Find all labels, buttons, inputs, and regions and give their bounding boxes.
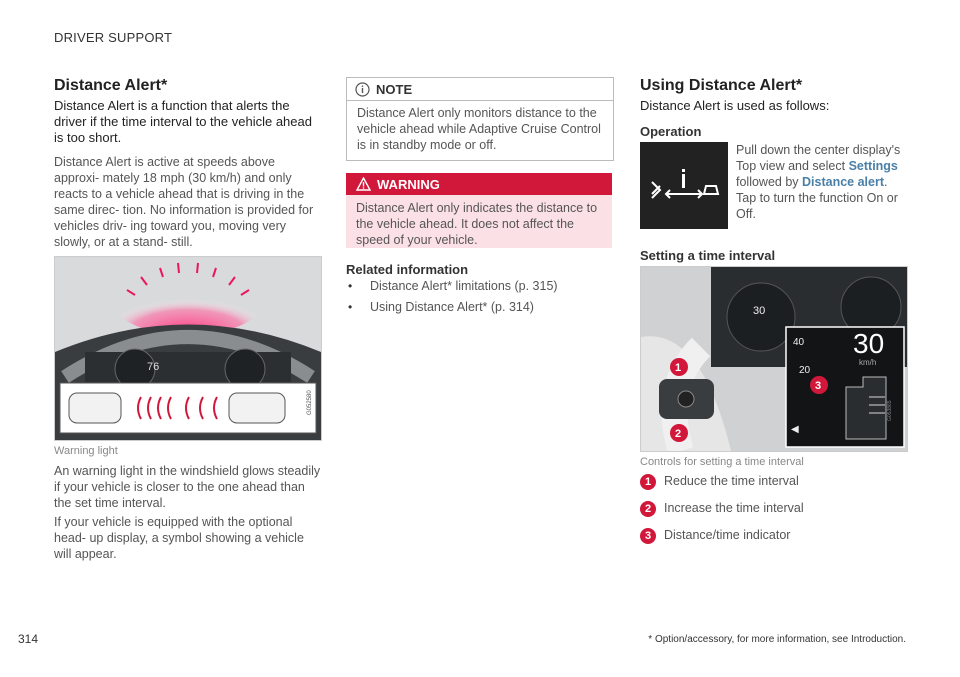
arrow-left-icon: ◀ — [791, 424, 799, 435]
steering-wheel-illustration — [641, 267, 907, 451]
section-title-distance-alert: Distance Alert* — [54, 77, 168, 94]
operation-text — [736, 142, 902, 222]
distance-alert-symbol-icon — [640, 142, 728, 229]
legend-item-2 — [640, 501, 804, 517]
distance-alert-button-image — [640, 142, 728, 229]
warning-text: Distance Alert only indicates the distance to the vehicle ahead. It does not affect the speed of your vehicle. — [356, 201, 598, 247]
page-number: 314 — [18, 632, 39, 646]
warning-light-illustration — [55, 257, 321, 440]
cluster-speed: 76 — [147, 361, 160, 373]
legend-badge-1: 1 — [640, 474, 656, 490]
settings-menu-item: Settings — [848, 159, 898, 173]
operation-text-b: followed by — [736, 175, 799, 189]
bullet: • — [348, 300, 353, 314]
speed-unit: km/h — [859, 358, 877, 367]
bullet: • — [348, 279, 353, 293]
svg-text:2: 2 — [675, 428, 682, 440]
legend-text-3: Distance/time indicator — [664, 528, 791, 542]
warning-light-figure — [54, 256, 322, 441]
related-link-2-label: Using Distance Alert* (p. 314) — [370, 300, 534, 314]
section-title-using-distance-alert: Using Distance Alert* — [640, 77, 803, 94]
big-speed-readout: 30 — [853, 328, 885, 359]
related-link-1-label: Distance Alert* limitations (p. 315) — [370, 279, 558, 293]
figure-code-right: G053865 — [887, 400, 893, 421]
tick-40: 40 — [793, 337, 805, 348]
distance-alert-menu-item: Distance alert — [802, 175, 885, 189]
legend-text-1: Reduce the time interval — [664, 474, 799, 488]
figure-caption-time-interval: Controls for setting a time interval — [640, 456, 804, 468]
small-speed-readout: 30 — [753, 305, 766, 317]
warning-triangle-icon — [356, 177, 371, 191]
legend-badge-2: 2 — [640, 501, 656, 517]
note-label: NOTE — [376, 81, 413, 97]
operation-title: Operation — [640, 124, 702, 139]
legend-item-3 — [640, 528, 790, 544]
info-icon — [355, 82, 370, 97]
operation-text-a: Pull down the center display's Top view and select — [736, 143, 901, 173]
svg-text:3: 3 — [815, 380, 822, 392]
setting-time-interval-title: Setting a time interval — [640, 248, 776, 263]
svg-text:1: 1 — [675, 362, 682, 374]
related-link-2[interactable] — [348, 300, 608, 314]
lead-paragraph: Distance Alert is a function that alerts the driver if the time interval to the vehicle ahead is too short. — [54, 98, 312, 145]
section-header: DRIVER SUPPORT — [54, 30, 173, 45]
legend-text-2: Increase the time interval — [664, 501, 804, 515]
figure-caption-warning-light: Warning light — [54, 445, 118, 457]
right-lead: Distance Alert is used as follows: — [640, 98, 830, 113]
warning-label: WARNING — [377, 176, 440, 192]
note-text: Distance Alert only monitors distance to the vehicle ahead while Adaptive Cruise Control is in standby mode or off. — [357, 106, 601, 152]
related-information-title: Related information — [346, 262, 469, 277]
note-box — [346, 77, 614, 161]
body-paragraph-2: An warning light in the windshield glows steadily if your vehicle is closer to the one ahead than the set time interval. — [54, 464, 321, 510]
legend-item-1 — [640, 474, 799, 490]
footer-note: * Option/accessory, for more information, see Introduction. — [648, 634, 906, 645]
tick-20: 20 — [799, 365, 811, 376]
note-header — [347, 78, 613, 101]
legend-badge-3: 3 — [640, 528, 656, 544]
figure-code: G052580 — [307, 390, 313, 415]
time-interval-figure — [640, 266, 908, 452]
operation-text-c: . Tap to turn the function On or Off. — [736, 175, 898, 221]
related-link-1[interactable] — [348, 279, 608, 293]
warning-box — [346, 173, 612, 248]
warning-header — [346, 173, 612, 195]
body-paragraph-3: If your vehicle is equipped with the optional head- up display, a symbol showing a vehicle will appear. — [54, 515, 304, 561]
body-paragraph-1: Distance Alert is active at speeds above approxi- mately 18 mph (30 km/h) and only reacts to a vehicle ahead that is driving in the same direc- tion. No information is provided for vehicles driv- ing toward you, moving very slowly, or at a stand- still. — [54, 155, 314, 249]
